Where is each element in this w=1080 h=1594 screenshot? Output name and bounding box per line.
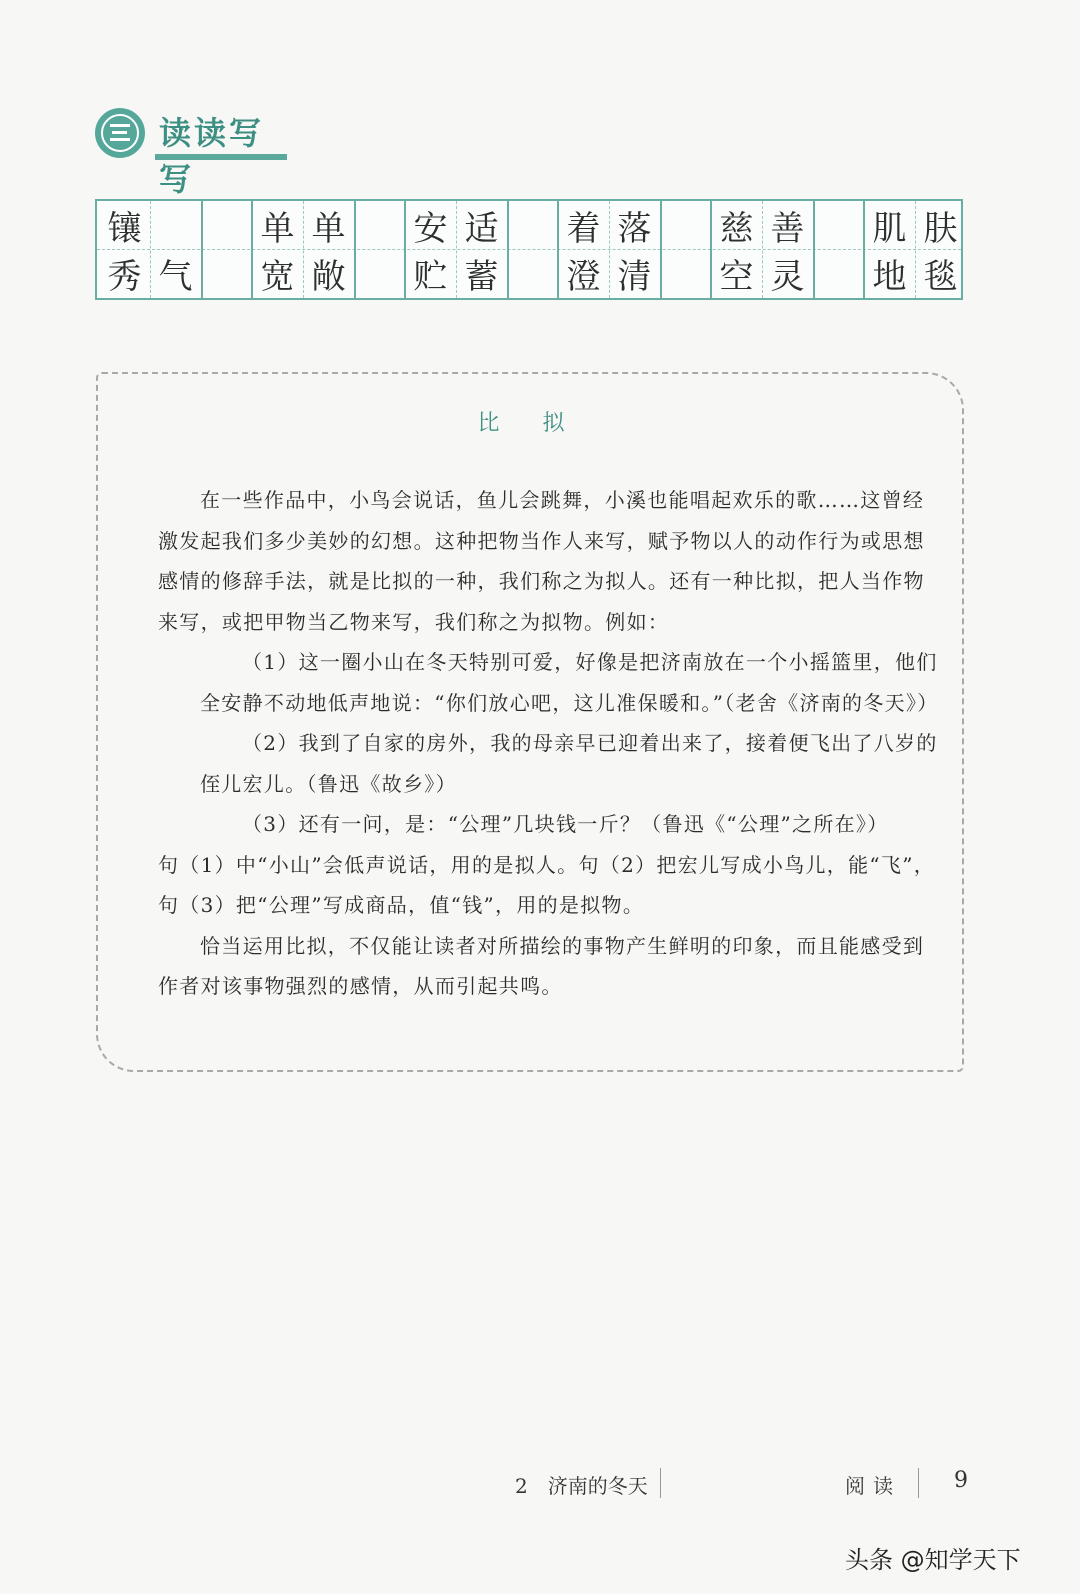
word-group xyxy=(864,201,966,298)
word-char: 善 xyxy=(770,208,805,249)
grid-cell-divider xyxy=(915,201,917,298)
word-char: 镶 xyxy=(107,208,142,249)
grid-group-divider xyxy=(557,201,560,298)
word-group xyxy=(405,201,507,298)
word-char: 肤 xyxy=(923,208,958,249)
footer-divider xyxy=(918,1468,919,1498)
word-char: 空 xyxy=(719,256,754,297)
note-example-1: （1）这一圈小山在冬天特别可爱，好像是把济南放在一个小摇篮里，他们全安静不动地低声地说：“你们放心吧，这儿准保暖和。”（老舍《济南的冬天》） xyxy=(200,650,939,715)
word-char: 慈 xyxy=(719,208,754,249)
word-char: 贮 xyxy=(413,256,448,297)
note-body xyxy=(158,480,943,1007)
footer-section-label: 阅读 xyxy=(845,1474,901,1498)
grid-cell-divider xyxy=(456,201,458,298)
grid-group-divider xyxy=(251,201,254,298)
word-group xyxy=(711,201,813,298)
note-example-2: （2）我到了自家的房外，我的母亲早已迎着出来了，接着便飞出了八岁的侄儿宏儿。（鲁迅《故乡》） xyxy=(200,731,938,796)
word-char: 宽 xyxy=(260,256,295,297)
word-char: 秀 xyxy=(107,256,142,297)
word-char: 适 xyxy=(464,208,499,249)
word-char: 澄 xyxy=(566,256,601,297)
word-char: 落 xyxy=(617,208,652,249)
grid-group-divider xyxy=(710,201,713,298)
word-char: 肌 xyxy=(872,208,907,249)
grid-group-divider xyxy=(813,201,816,298)
note-paragraph-conclusion: 恰当运用比拟，不仅能让读者对所描绘的事物产生鲜明的印象，而且能感受到作者对该事物强烈的感情，从而引起共鸣。 xyxy=(158,933,925,998)
word-char: 蓄 xyxy=(464,256,499,297)
grid-group-divider xyxy=(660,201,663,298)
grid-group-divider xyxy=(863,201,866,298)
footer-lesson-title: 2 济南的冬天 xyxy=(515,1474,648,1498)
page-footer xyxy=(0,1464,1080,1504)
grid-cell-divider xyxy=(303,201,305,298)
grid-group-divider xyxy=(201,201,204,298)
word-char xyxy=(150,201,201,249)
footer-divider xyxy=(660,1468,661,1498)
word-char: 单 xyxy=(311,208,346,249)
watermark: 头条 @知学天下 xyxy=(845,1546,1021,1574)
word-char: 气 xyxy=(158,256,193,297)
word-char: 灵 xyxy=(770,256,805,297)
grid-cell-divider xyxy=(762,201,764,298)
grid-cell-divider xyxy=(150,201,152,298)
grid-group-divider xyxy=(507,201,510,298)
word-char: 毯 xyxy=(923,256,958,297)
word-char: 敞 xyxy=(311,256,346,297)
grid-cell-divider xyxy=(609,201,611,298)
word-group xyxy=(558,201,660,298)
grid-group-divider xyxy=(354,201,357,298)
word-group xyxy=(252,201,354,298)
page-number: 9 xyxy=(954,1468,968,1493)
note-box xyxy=(96,372,964,1072)
word-char: 着 xyxy=(566,208,601,249)
section-header xyxy=(95,104,295,198)
note-paragraph-analysis: 句（1）中“小山”会低声说话，用的是拟人。句（2）把宏儿写成小鸟儿，能“飞”，句（3）把“公理”写成商品，值“钱”，用的是拟物。 xyxy=(158,852,936,917)
word-char: 单 xyxy=(260,208,295,249)
word-char: 清 xyxy=(617,256,652,297)
grid-row-divider xyxy=(97,249,961,250)
word-grid xyxy=(95,199,963,300)
note-paragraph-intro: 在一些作品中，小鸟会说话，鱼儿会跳舞，小溪也能唱起欢乐的歌……这曾经激发起我们多少美妙的幻想。这种把物当作人来写，赋予物以人的动作行为或思想感情的修辞手法，就是比拟的一种，我们称之为拟人。还有一种比拟，把人当作物来写，或把甲物当乙物来写，我们称之为拟物。例如： xyxy=(158,488,925,634)
section-number-badge xyxy=(95,108,145,158)
grid-group-divider xyxy=(404,201,407,298)
word-char: 地 xyxy=(872,256,907,297)
section-number-glyph xyxy=(110,124,130,145)
note-example-3: （3）还有一问，是：“公理”几块钱一斤？（鲁迅《“公理”之所在》） xyxy=(242,812,889,836)
section-title: 读读写写 xyxy=(159,114,265,198)
note-title: 比 拟 xyxy=(477,411,583,436)
section-title-underline xyxy=(155,154,287,160)
word-group xyxy=(99,201,201,298)
word-char: 安 xyxy=(413,208,448,249)
